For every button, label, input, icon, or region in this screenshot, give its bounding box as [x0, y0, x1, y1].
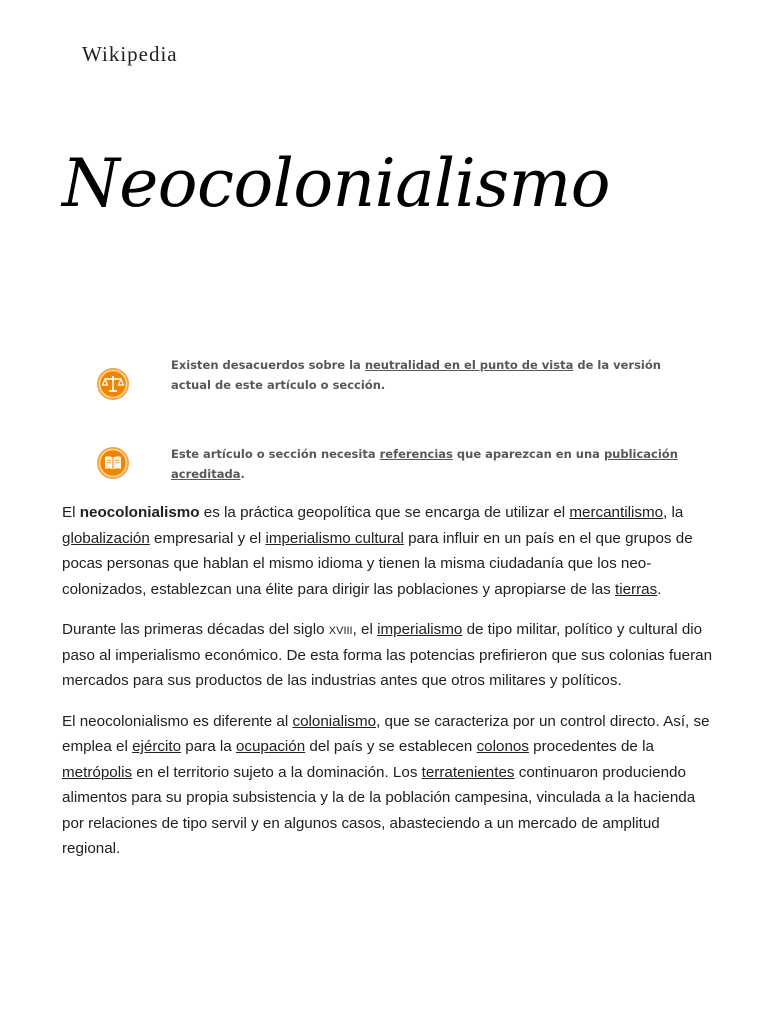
- notice-text: Este artículo o sección necesita: [171, 447, 380, 461]
- term-bold: neocolonialismo: [79, 504, 200, 521]
- page-title: Neocolonialismo: [62, 145, 610, 222]
- text: en el territorio sujeto a la dominación. Los: [132, 763, 422, 781]
- text: es la práctica geopolítica que se encarga de utilizar el: [199, 504, 570, 521]
- link-mercantilismo[interactable]: mercantilismo: [569, 504, 664, 521]
- notice-text: Existen desacuerdos sobre la: [171, 358, 365, 372]
- text: de tipo militar, político y cultural dio paso al imperialismo económico. De esta forma las potencias prefirieron que sus colonias fueran mercados para sus productos de las industrias antes que otros militares y políticos.: [62, 621, 713, 689]
- references-link[interactable]: referencias: [379, 447, 453, 461]
- scales-icon: [96, 367, 130, 401]
- notice-text: .: [240, 467, 245, 481]
- text: El: [62, 504, 80, 521]
- paragraph-history: [62, 617, 712, 694]
- notice-text: que aparezcan en una: [452, 447, 604, 461]
- reliable-publication-link[interactable]: publicación acreditada: [171, 447, 678, 481]
- text: , la: [663, 504, 684, 521]
- link-tierras[interactable]: tierras: [615, 580, 658, 598]
- text: Durante las primeras décadas del siglo: [62, 621, 329, 638]
- text: , el: [352, 621, 378, 638]
- link-ocupacion[interactable]: ocupación: [235, 738, 306, 755]
- link-colonialismo[interactable]: colonialismo: [292, 712, 377, 730]
- paragraph-intro: [62, 500, 712, 602]
- link-colonos[interactable]: colonos: [476, 738, 529, 755]
- book-icon: [96, 446, 130, 480]
- text: .: [657, 580, 662, 598]
- link-terratenientes[interactable]: terratenientes: [421, 763, 515, 781]
- text: continuaron produciendo alimentos para su propia subsistencia y la de la población campesina, vinculada a la hacienda por relaciones de tipo servil y en algunos casos, abasteciendo a un mercado de amplitud regional.: [62, 763, 696, 857]
- paragraph-difference: [62, 709, 712, 862]
- link-metropolis[interactable]: metrópolis: [62, 763, 133, 781]
- neutrality-notice: [62, 355, 710, 405]
- link-imperialismo-cultural[interactable]: imperialismo cultural: [265, 529, 404, 547]
- link-imperialismo[interactable]: imperialismo: [377, 621, 463, 638]
- text: para influir en un país en el que grupos de pocas personas que hablan el mismo idioma y tienen la misma ciudadanía que los neo-colonizados, establezcan una élite para dirigir las poblaciones y apropiarse de las: [62, 529, 693, 598]
- neutrality-notice-text: [171, 355, 691, 395]
- references-notice: [62, 444, 710, 488]
- link-ejercito[interactable]: ejército: [132, 738, 182, 755]
- text: El neocolonialismo es diferente al: [62, 712, 293, 730]
- text: , que se caracteriza por un control directo. Así, se emplea el: [62, 712, 710, 755]
- text: del país y se establecen: [305, 738, 477, 755]
- text: para la: [181, 738, 236, 755]
- text: empresarial y el: [149, 529, 266, 547]
- text: procedentes de la: [528, 738, 654, 755]
- neutrality-link[interactable]: neutralidad en el punto de vista: [364, 358, 574, 372]
- link-globalizacion[interactable]: globalización: [62, 529, 150, 547]
- century-numeral: xviii: [328, 621, 353, 638]
- references-notice-text: [171, 444, 691, 484]
- wikipedia-wordmark[interactable]: Wikipedia: [82, 42, 178, 66]
- notice-text: de la versión actual de este artículo o sección.: [171, 358, 661, 392]
- article-content: [62, 500, 712, 877]
